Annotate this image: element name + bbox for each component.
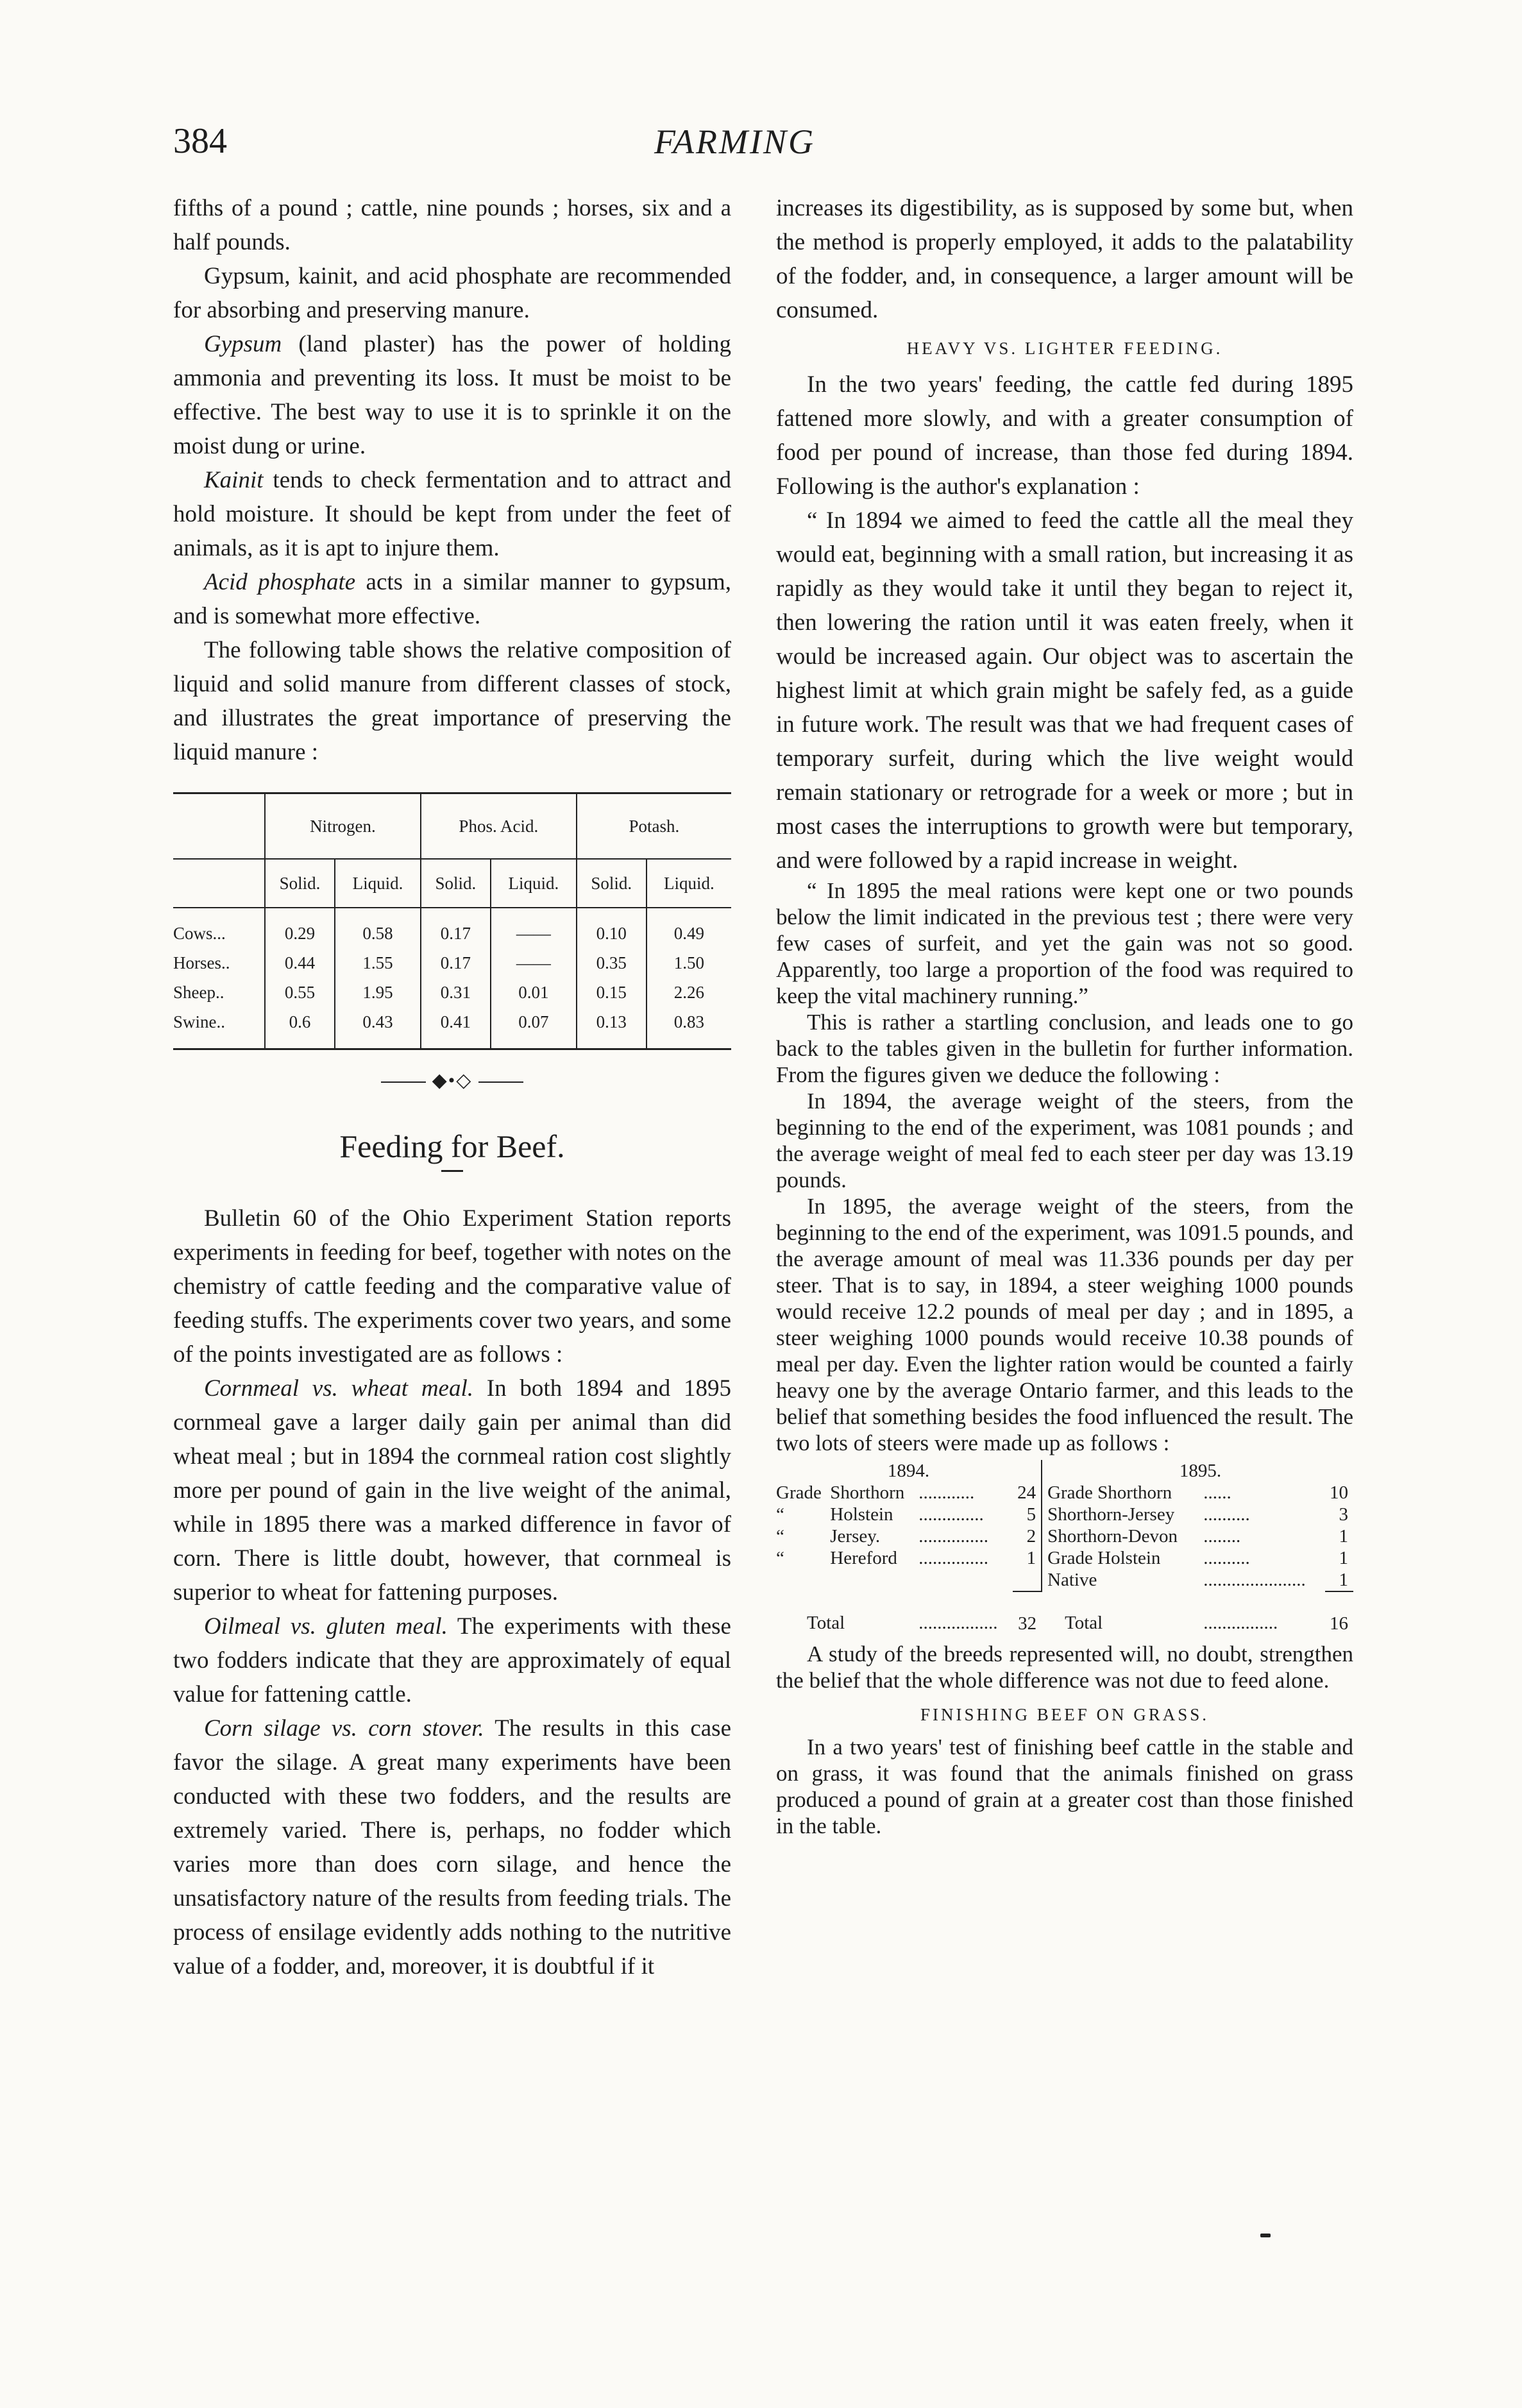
header-phos-acid: Phos. Acid. [421, 793, 577, 860]
ink-mark [1260, 2234, 1271, 2237]
total-label: Total [807, 1613, 845, 1633]
table-cell: 0.31 [421, 978, 491, 1007]
leader-dots: .......... [1203, 1504, 1250, 1525]
empty-cell [776, 1569, 1042, 1591]
term-acid-phosphate: Acid phosphate [204, 569, 356, 595]
breed-count: 2 [1026, 1525, 1036, 1547]
breed-name: Native [1042, 1569, 1203, 1591]
term-silage: Corn silage vs. corn stover. [204, 1715, 484, 1742]
paragraph-grass: In a two years' test of finishing beef cattle in the stable and on grass, it was found that the animals finished on grass produced a pound of grain at a greater cost than those finished in the table. [776, 1734, 1353, 1838]
ornament-rule [478, 1081, 523, 1083]
left-column [173, 191, 731, 1983]
table-corner [173, 793, 265, 860]
ornament-rule [381, 1081, 426, 1083]
leader-dots: ............ [918, 1482, 975, 1503]
breed-count: 1 [1026, 1547, 1036, 1568]
table-cell: 1.95 [335, 978, 421, 1007]
heading-heavy-vs-lighter: HEAVY VS. LIGHTER FEEDING. [906, 339, 1223, 358]
paragraph-continued: increases its digestibility, as is supposed by some but, when the method is properly employed, it adds to the palatability of the fodder, and, in consequence, a larger amount will be consumed. [776, 195, 1353, 323]
table-cell: 0.58 [335, 908, 421, 948]
table-corner-2 [173, 859, 265, 908]
header-potash: Potash. [577, 793, 731, 860]
paragraph-intro: fifths of a pound ; cattle, nine pounds ; horses, six and a half pounds. [173, 195, 731, 255]
title-rule [441, 1170, 463, 1172]
row-label: Cows... [173, 923, 226, 943]
table-cell: 2.26 [647, 978, 731, 1007]
breed-prefix: “ [776, 1547, 784, 1568]
oilmeal-text: The experiments with these two fodders indicate that they are approximately of equal value for fattening cattle. [173, 1613, 731, 1708]
leader-dots: .............. [918, 1504, 984, 1525]
leader-dots: ................. [918, 1613, 998, 1633]
leader-dots: ................ [1203, 1613, 1278, 1633]
table-cell: 0.10 [577, 908, 647, 948]
paragraph-two-years: In the two years' feeding, the cattle fed during 1895 fattened more slowly, and with a greater consumption of food per pound of increase, than those fed during 1894. Following is the author's explanation : [776, 371, 1353, 500]
breed-count: 24 [1017, 1482, 1036, 1503]
table-row [776, 1504, 1353, 1525]
year-1894-header: 1894. [887, 1460, 930, 1481]
paragraph-bulletin: Bulletin 60 of the Ohio Experiment Station reports experiments in feeding for beef, together with notes on the chemistry of cattle feeding and the comparative value of feeding stuffs. The experiments cover two years, and some of the points investigated are as follows : [173, 1205, 731, 1368]
leader-dots: ...... [1203, 1482, 1231, 1503]
breed-prefix: “ [776, 1525, 784, 1547]
paragraph-quote-1895: “ In 1895 the meal rations were kept one or two pounds below the limit indicated in the previous test ; there were very few cases of surfeit, and yet the gain was not so good. Apparently, too large a proportion of the food was required to keep the vital machinery running.” [776, 878, 1353, 1008]
table-cell: 1.55 [335, 948, 421, 978]
leader-dots: ............... [918, 1525, 988, 1547]
breed-name: Grade Holstein [1042, 1547, 1203, 1569]
breed-name: Grade Shorthorn [1042, 1482, 1203, 1504]
acid-phosphate-text: acts in a similar manner to gypsum, and is somewhat more effective. [173, 569, 731, 629]
header-nitrogen: Nitrogen. [265, 793, 421, 860]
row-label: Swine.. [173, 1007, 265, 1049]
paragraph-oilmeal [173, 1609, 731, 1711]
subheader-solid: Solid. [421, 859, 491, 908]
silage-text: The results in this case favor the silage. A great many experiments have been conducted with these two fodders, and the results are extremely varied. There is, perhaps, no fodder which varies more than does corn silage, and hence the unsatisfactory nature of the results from feeding trials. The process of ensilage evidently adds nothing to the nutritive value of a fodder, and, moreover, it is doubtful if it [173, 1715, 731, 1980]
breed-count: 5 [1026, 1504, 1036, 1525]
page-number: 384 [173, 121, 227, 161]
breed-name: Shorthorn-Devon [1042, 1525, 1203, 1547]
table-cell: 1.50 [647, 948, 731, 978]
breed-name: Hereford [830, 1547, 897, 1568]
term-oilmeal: Oilmeal vs. gluten meal. [204, 1613, 448, 1640]
total-1894: 32 [1013, 1591, 1042, 1634]
table-row [173, 908, 731, 948]
table-row [173, 948, 731, 978]
table-row [776, 1569, 1353, 1591]
paragraph-study: A study of the breeds represented will, no doubt, strengthen the belief that the whole difference was not due to feed alone. [776, 1641, 1353, 1693]
subheader-liquid: Liquid. [491, 859, 577, 908]
leader-dots: ...................... [1203, 1570, 1306, 1590]
quote-1894-part-a: “ In 1894 we aimed to feed the cattle all the meal they would eat, beginning with a small ration, but increasing it as rapidly as they would take it until they began to reject it, then lowering the ration until it was eaten freely, when it would be increased again. Our object was to ascertain the highest limit at which grain might be safely fed, as a guide in future work. [776, 507, 1353, 738]
kainit-text: tends to check fermentation and to attract and hold moisture. It should be kept from under the feet of animals, as it is apt to injure them. [173, 467, 731, 561]
paragraph-silage [173, 1711, 731, 1983]
total-label: Total [1065, 1613, 1103, 1633]
table-cell: 0.44 [265, 948, 335, 978]
paragraph-gypsum [173, 327, 731, 463]
gypsum-text: (land plaster) has the power of holding ammonia and preventing its loss. It must be moist to be effective. The best way to use it is to sprinkle it on the moist dung or urine. [173, 331, 731, 459]
breed-name: Shorthorn-Jersey [1042, 1504, 1203, 1525]
paragraph-startling: This is rather a startling conclusion, and leads one to go back to the tables given in the bulletin for further information. From the figures given we deduce the following : [776, 1010, 1353, 1087]
cornmeal-text: In both 1894 and 1895 cornmeal gave a larger daily gain per animal than did wheat meal ; but in 1894 the cornmeal ration cost slightly more per pound of gain in the live weight of the animal, while in 1895 there was a marked difference in favor of corn. There is little doubt, however, that cornmeal is superior to wheat for fattening purposes. [173, 1375, 732, 1606]
term-cornmeal: Cornmeal vs. wheat meal. [204, 1375, 474, 1402]
breed-count: 10 [1330, 1482, 1348, 1503]
row-label: Horses.. [173, 953, 230, 972]
leader-dots: ........ [1203, 1525, 1241, 1547]
breed-prefix: Grade [776, 1482, 822, 1503]
row-label: Sheep.. [173, 982, 224, 1002]
total-row [776, 1591, 1353, 1634]
heading-finishing-beef: FINISHING BEEF ON GRASS. [920, 1705, 1210, 1724]
breed-count: 1 [1339, 1547, 1348, 1568]
paragraph-acid-phosphate [173, 565, 731, 633]
table-cell: 0.55 [265, 978, 335, 1007]
term-gypsum: Gypsum [204, 331, 282, 357]
breed-name: Holstein [830, 1504, 893, 1525]
table-row [776, 1547, 1353, 1569]
paragraph-table-intro: The following table shows the relative composition of liquid and solid manure from different classes of stock, and illustrates the great importance of preserving the liquid manure : [173, 637, 731, 765]
table-cell: 0.29 [265, 908, 335, 948]
paragraph-1894: In 1894, the average weight of the steers, from the beginning to the end of the experiment, was 1081 pounds ; and the average weight of meal fed to each steer per day was 13.19 pounds. [776, 1089, 1353, 1192]
table-cell: 0.6 [265, 1007, 335, 1049]
manure-composition-table [173, 792, 731, 1050]
paragraph-1895: In 1895, the average weight of the steers, from the beginning to the end of the experiment, was 1091.5 pounds, and the average amount of meal was 11.336 pounds per day per steer. That is to say, in 1894, a steer weighing 1000 pounds would receive 12.2 pounds of meal per day ; and in 1895, a steer weighing 1000 pounds would receive 10.38 pounds of meal per day. Even the lighter ration would be counted a fairly heavy one by the average Ontario farmer, and this leads to the belief that something besides the food influenced the result. The two lots of steers were made up as follows : [776, 1194, 1353, 1455]
table-cell: 0.83 [647, 1007, 731, 1049]
table-cell: —— [491, 948, 577, 978]
breed-count: 3 [1339, 1504, 1348, 1525]
table-cell: 0.17 [421, 908, 491, 948]
paragraph-cornmeal [173, 1371, 731, 1609]
breeds-table [776, 1460, 1353, 1634]
table-row [173, 1007, 731, 1049]
table-cell: 0.43 [335, 1007, 421, 1049]
table-cell: 0.17 [421, 948, 491, 978]
table-cell: 0.15 [577, 978, 647, 1007]
leader-dots: ............... [918, 1547, 988, 1568]
table-row [776, 1482, 1353, 1504]
subheader-liquid: Liquid. [335, 859, 421, 908]
quote-1894-part-b: The result was that we had frequent cases of temporary surfeit, during which the live weight would remain stationary or retrograde for a week or more ; but in most cases the interruptions to growth were but temporary, and were followed by a rapid increase in weight. [776, 711, 1353, 874]
breed-prefix: “ [776, 1504, 784, 1525]
ornament-glyph: ◆•◇ [432, 1070, 473, 1091]
running-head: FARMING [654, 123, 815, 161]
section-title: Feeding for Beef. [339, 1128, 565, 1164]
year-1895-header: 1895. [1042, 1460, 1353, 1482]
term-kainit: Kainit [204, 467, 264, 493]
table-cell: 0.41 [421, 1007, 491, 1049]
section-ornament [173, 1069, 731, 1092]
table-cell: 0.07 [491, 1007, 577, 1049]
breed-name: Shorthorn [830, 1482, 905, 1503]
total-1895: 16 [1325, 1591, 1353, 1634]
paragraph-kainit [173, 463, 731, 565]
leader-dots: .......... [1203, 1547, 1250, 1568]
subheader-solid: Solid. [265, 859, 335, 908]
table-cell: 0.13 [577, 1007, 647, 1049]
table-row [173, 978, 731, 1007]
subheader-solid: Solid. [577, 859, 647, 908]
paragraph-gypsum-kainit: Gypsum, kainit, and acid phosphate are recommended for absorbing and preserving manure. [173, 263, 731, 323]
table-row [776, 1525, 1353, 1547]
paragraph-quote-1894 [776, 504, 1353, 878]
table-cell: 0.35 [577, 948, 647, 978]
right-column [776, 191, 1353, 1839]
table-cell: —— [491, 908, 577, 948]
table-cell: 0.49 [647, 908, 731, 948]
breed-name: Jersey. [830, 1525, 881, 1547]
subheader-liquid: Liquid. [647, 859, 731, 908]
breed-count: 1 [1339, 1525, 1348, 1547]
breed-count: 1 [1339, 1569, 1348, 1590]
table-cell: 0.01 [491, 978, 577, 1007]
